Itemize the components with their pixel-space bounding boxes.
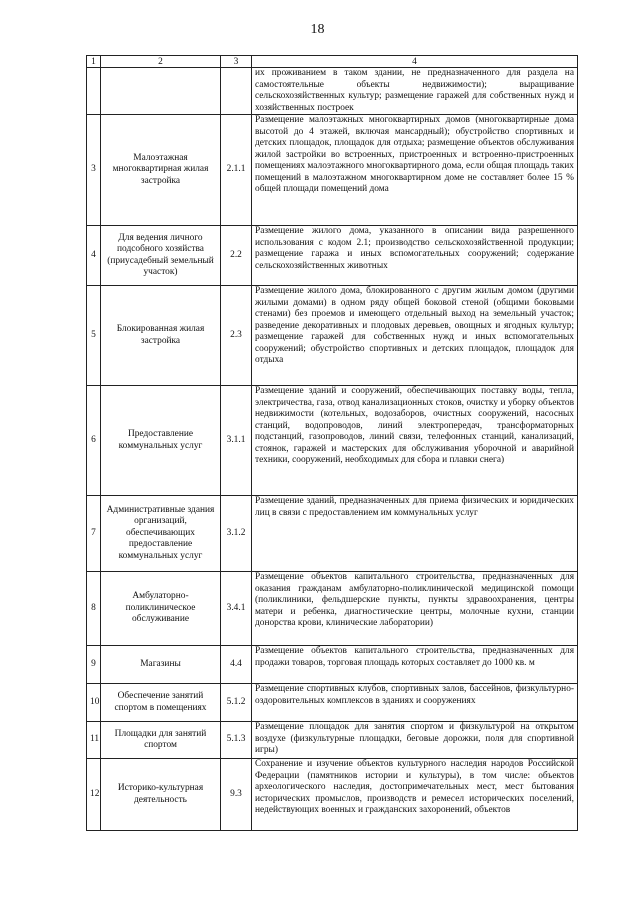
row-number: 8 xyxy=(87,572,101,646)
header-col-1: 1 xyxy=(87,56,101,68)
row-number xyxy=(87,68,101,115)
use-type-description: Размещение объектов капитального строительства, предназначенных для продажи товаров, торговая площадь которых составляет до 1000 кв. м xyxy=(252,646,578,684)
use-type-description: Размещение зданий и сооружений, обеспечивающих поставку воды, тепла, электричества, газа, отвод канализационных стоков, очистку и уборку объектов недвижимости (котельных, водозаборов, очистных сооружений, насосных станций, водопроводов, линий электропередач, трансформаторных подстанций, газопроводов, линий связи, телефонных станций, канализаций, стоянок, гаражей и мастерских для обслуживания уборочной и аварийной техники, сооружений, необходимых для сбора и плавки снега) xyxy=(252,386,578,496)
use-type-code: 9.3 xyxy=(221,759,252,831)
use-type-name: Предоставление коммунальных услуг xyxy=(101,386,221,496)
table-row xyxy=(87,496,578,572)
land-use-table xyxy=(86,55,578,831)
use-type-description: их проживанием в таком здании, не предназначенного для раздела на самостоятельные объекты недвижимости); выращивание сельскохозяйственных культур; размещение гаражей для собственных нужд и хозяйственных построек xyxy=(252,68,578,115)
use-type-code: 3.4.1 xyxy=(221,572,252,646)
row-number: 6 xyxy=(87,386,101,496)
use-type-name: Блокированная жилая застройка xyxy=(101,286,221,386)
use-type-description: Размещение малоэтажных многоквартирных домов (многоквартирные дома высотой до 4 этажей, включая мансардный); обустройство спортивных и детских площадок, площадок для отдыха; размещение объектов обслуживания жилой застройки во встроенных, пристроенных и встроенно-пристроенных помещениях малоэтажного многоквартирного дома, если общая площадь таких помещений в малоэтажном многоквартирном доме не составляет более 15 % общей площади помещений дома xyxy=(252,115,578,226)
use-type-name: Обеспечение занятий спортом в помещениях xyxy=(101,684,221,722)
header-col-4: 4 xyxy=(252,56,578,68)
table-row xyxy=(87,646,578,684)
use-type-code: 4.4 xyxy=(221,646,252,684)
use-type-description: Размещение объектов капитального строительства, предназначенных для оказания гражданам амбулаторно-поликлинической медицинской помощи (поликлиники, фельдшерские пункты, пункты здравоохранения, центры матери и ребенка, диагностические центры, молочные кухни, станции донорства крови, клинические лаборатории) xyxy=(252,572,578,646)
table-row xyxy=(87,759,578,831)
row-number: 11 xyxy=(87,722,101,759)
table-row xyxy=(87,684,578,722)
use-type-code: 3.1.2 xyxy=(221,496,252,572)
row-number: 5 xyxy=(87,286,101,386)
use-type-description: Размещение площадок для занятия спортом и физкультурой на открытом воздухе (физкультурные площадки, беговые дорожки, поля для спортивной игры) xyxy=(252,722,578,759)
use-type-name: Магазины xyxy=(101,646,221,684)
use-type-code: 3.1.1 xyxy=(221,386,252,496)
use-type-description: Размещение жилого дома, блокированного с другим жилым домом (другими жилыми домами) в одном ряду общей боковой стеной (общими боковыми стенами) без проемов и имеющего отдельный выход на земельный участок; разведение декоративных и плодовых деревьев, овощных и ягодных культур; размещение гаражей для собственных нужд и иных вспомогательных сооружений; обустройство спортивных и детских площадок, площадок для отдыха xyxy=(252,286,578,386)
row-number: 10 xyxy=(87,684,101,722)
use-type-code xyxy=(221,68,252,115)
use-type-description: Сохранение и изучение объектов культурного наследия народов Российской Федерации (памятников истории и культуры), в том числе: объектов археологического наследия, достопримечательных мест, мест бытования исторических промыслов, производств и ремесел исторических поселений, недействующих военных и гражданских захоронений, объектов xyxy=(252,759,578,831)
table-row xyxy=(87,115,578,226)
header-col-2: 2 xyxy=(101,56,221,68)
table-row xyxy=(87,286,578,386)
use-type-name: Историко-культурная деятельность xyxy=(101,759,221,831)
row-number: 3 xyxy=(87,115,101,226)
header-col-3: 3 xyxy=(221,56,252,68)
use-type-name: Административные здания организаций, обеспечивающих предоставление коммунальных услуг xyxy=(101,496,221,572)
row-number: 12 xyxy=(87,759,101,831)
row-number: 9 xyxy=(87,646,101,684)
table-row xyxy=(87,722,578,759)
use-type-name xyxy=(101,68,221,115)
table-row xyxy=(87,572,578,646)
row-number: 4 xyxy=(87,226,101,286)
use-type-name: Для ведения личного подсобного хозяйства (приусадебный земельный участок) xyxy=(101,226,221,286)
table-row xyxy=(87,68,578,115)
use-type-description: Размещение жилого дома, указанного в описании вида разрешенного использования с кодом 2.1; производство сельскохозяйственной продукции; размещение гаража и иных вспомогательных сооружений; содержание сельскохозяйственных животных xyxy=(252,226,578,286)
use-type-code: 5.1.2 xyxy=(221,684,252,722)
use-type-code: 2.1.1 xyxy=(221,115,252,226)
table-header-row xyxy=(87,56,578,68)
use-type-name: Площадки для занятий спортом xyxy=(101,722,221,759)
use-type-name: Амбулаторно-поликлиническое обслуживание xyxy=(101,572,221,646)
use-type-description: Размещение зданий, предназначенных для приема физических и юридических лиц в связи с предоставлением им коммунальных услуг xyxy=(252,496,578,572)
row-number: 7 xyxy=(87,496,101,572)
table-row xyxy=(87,386,578,496)
page-number: 18 xyxy=(310,22,325,37)
use-type-code: 5.1.3 xyxy=(221,722,252,759)
use-type-description: Размещение спортивных клубов, спортивных залов, бассейнов, физкультурно-оздоровительных комплексов в зданиях и сооружениях xyxy=(252,684,578,722)
table-row xyxy=(87,226,578,286)
use-type-code: 2.2 xyxy=(221,226,252,286)
use-type-code: 2.3 xyxy=(221,286,252,386)
use-type-name: Малоэтажная многоквартирная жилая застройка xyxy=(101,115,221,226)
